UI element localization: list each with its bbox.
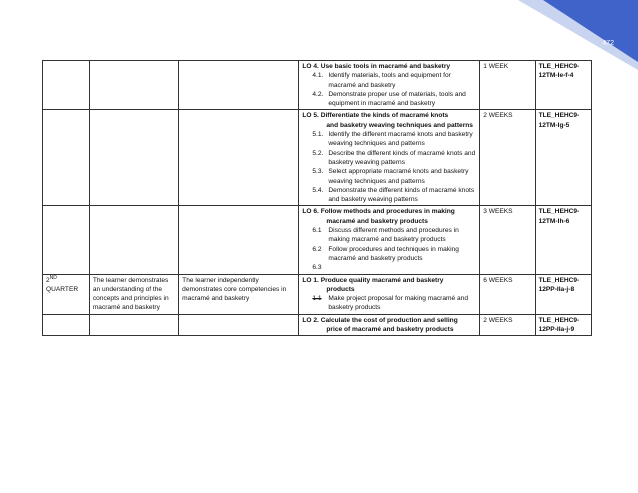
- code-cell: TLE_HEHC9-12PP-IIa-j-8: [535, 274, 591, 314]
- performance-standard-cell: [179, 206, 299, 274]
- performance-standard-cell: [179, 110, 299, 206]
- item-text: Make project proposal for making macramé and basketry products: [328, 295, 469, 312]
- content-standard-cell: [89, 314, 178, 336]
- lo-title-text: LO 6. Follow methods and procedures in making: [302, 208, 455, 216]
- item-number: 5.3.: [312, 168, 324, 176]
- lo-title-text: LO 1. Produce quality macramé and basketry: [302, 276, 444, 284]
- item-number: 4.2.: [312, 90, 324, 98]
- content-standard-cell: The learner demonstrates an understanding of the concepts and principles in macramé and basketry: [89, 274, 178, 314]
- performance-standard-cell: [179, 314, 299, 336]
- item-number: 5.2.: [312, 149, 324, 157]
- quarter-cell: [43, 110, 90, 206]
- item-text: Discuss different methods and procedures in making macramé and basketry products: [328, 227, 459, 244]
- table-row: [43, 206, 592, 274]
- competency-item: [302, 263, 476, 272]
- quarter-cell: [43, 61, 90, 110]
- competency-item: [302, 130, 476, 149]
- competency-item: [302, 71, 476, 90]
- duration-cell: 1 WEEK: [480, 61, 535, 110]
- table-row: [43, 61, 592, 110]
- item-text: Demonstrate the different kinds of macramé knots and basketry weaving patterns: [328, 186, 475, 204]
- item-text: Identify the different macramé knots and basketry weaving techniques and patterns: [328, 131, 473, 148]
- lo-title: [302, 207, 476, 226]
- lo-title: [302, 316, 476, 335]
- learning-competency-cell: [299, 314, 480, 336]
- quarter-suffix: ND: [49, 274, 57, 281]
- item-text: Demonstrate proper use of materials, tools and equipment in macramé and basketry: [328, 90, 466, 108]
- lo-title: [302, 62, 476, 71]
- duration-cell: 2 WEEKS: [480, 314, 535, 336]
- quarter-cell: [43, 274, 90, 314]
- page-number: 472: [602, 40, 614, 47]
- table-row: [43, 274, 592, 314]
- item-text: [326, 263, 476, 272]
- table-row: [43, 110, 592, 206]
- duration-cell: 3 WEEKS: [480, 206, 535, 274]
- competency-item: [302, 294, 476, 313]
- competency-item: [302, 90, 476, 109]
- duration-cell: 6 WEEKS: [480, 274, 535, 314]
- competency-item: [302, 167, 476, 186]
- code-cell: TLE_HEHC9-12TM-Ie-f-4: [535, 61, 591, 110]
- quarter-label: QUARTER: [46, 285, 79, 293]
- item-text: Follow procedures and techniques in making macramé and basketry products: [328, 245, 459, 262]
- performance-standard-cell: The learner independently demonstrates core competencies in macramé and basketry: [179, 274, 299, 314]
- item-number: 5.1.: [312, 131, 324, 139]
- quarter-cell: [43, 314, 90, 336]
- competency-item: [302, 186, 476, 205]
- competency-item: [302, 226, 476, 245]
- code-cell: TLE_HEHC9-12TM-Ih-6: [535, 206, 591, 274]
- item-text: Identify materials, tools and equipment for macramé and basketry: [328, 72, 451, 89]
- lo-title: [302, 276, 476, 295]
- code-cell: TLE_HEHC9-12TM-Ig-5: [535, 110, 591, 206]
- code-cell: TLE_HEHC9-12PP-IIa-j-9: [535, 314, 591, 336]
- item-number: 5.4.: [312, 186, 324, 194]
- lo-title-continuation: macramé and basketry products: [326, 217, 428, 225]
- item-number: 6.1: [312, 227, 322, 235]
- content-standard-cell: [89, 110, 178, 206]
- item-number: 4.1.: [312, 72, 324, 80]
- item-number: 1.1: [312, 295, 322, 303]
- duration-cell: 2 WEEKS: [480, 110, 535, 206]
- competency-item: [302, 245, 476, 264]
- learning-competency-cell: [299, 110, 480, 206]
- lo-title-continuation: and basketry weaving techniques and patterns: [326, 121, 473, 129]
- learning-competency-cell: [299, 61, 480, 110]
- learning-competency-cell: [299, 206, 480, 274]
- content-standard-cell: [89, 61, 178, 110]
- table-row: [43, 314, 592, 336]
- curriculum-guide-table: [42, 60, 592, 336]
- content-standard-cell: [89, 206, 178, 274]
- lo-title-continuation: products: [326, 285, 355, 293]
- lo-title-text: LO 4. Use basic tools in macramé and basketry: [302, 63, 451, 70]
- lo-title-text: LO 5. Differentiate the kinds of macramé knots: [302, 112, 449, 120]
- quarter-number: 2: [46, 276, 50, 284]
- performance-standard-cell: [179, 61, 299, 110]
- quarter-cell: [43, 206, 90, 274]
- item-text: Select appropriate macramé knots and basketry weaving techniques and patterns: [328, 168, 469, 185]
- lo-title-continuation: price of macramé and basketry products: [326, 326, 454, 334]
- item-number: 6.2: [312, 245, 322, 253]
- competency-item: [302, 149, 476, 168]
- lo-title-text: LO 2. Calculate the cost of production and selling: [302, 316, 458, 324]
- item-number: 6.3: [312, 264, 322, 272]
- item-text: Describe the different kinds of macramé knots and basketry weaving patterns: [328, 149, 476, 166]
- learning-competency-cell: [299, 274, 480, 314]
- lo-title: [302, 111, 476, 130]
